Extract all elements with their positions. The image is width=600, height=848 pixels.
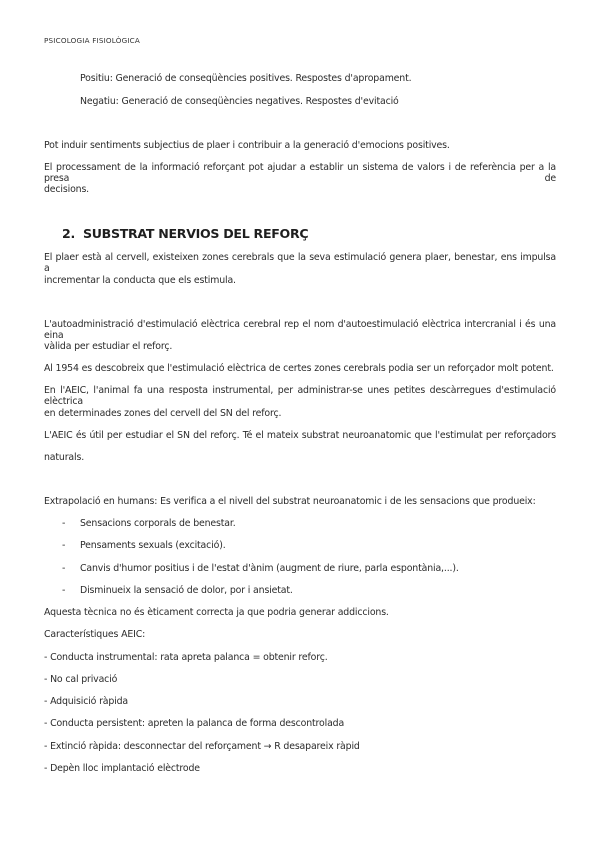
paragraph-line: naturals. [44, 452, 85, 463]
intro-item-negative: Negatiu: Generació de conseqüències negatives. Respostes d'evitació [80, 96, 399, 107]
bullet-text: Pensaments sexuals (excitació). [80, 540, 226, 551]
section-title: SUBSTRAT NERVIOS DEL REFORÇ [82, 226, 309, 241]
bullet-dash: - [62, 540, 66, 551]
features-title: Característiques AEIC: [44, 629, 146, 640]
paragraph-line: incrementar la conducta que els estimula. [44, 275, 236, 286]
paragraph-line: El plaer està al cervell, existeixen zones cerebrals que la seva estimulació genera plaer, benestar, ens impulsa a [44, 252, 556, 274]
bullet-dash: - [62, 585, 66, 596]
bullet-text: Disminueix la sensació de dolor, por i ansietat. [80, 585, 293, 596]
bullet-dash: - [62, 563, 66, 574]
bullet-dash: - [62, 518, 66, 529]
feature-item: - Adquisició ràpida [44, 696, 129, 707]
feature-item: - Extinció ràpida: desconnectar del reforçament → R desapareix ràpid [44, 741, 360, 752]
feature-item: - Conducta instrumental: rata apreta palanca = obtenir reforç. [44, 652, 328, 663]
ethics-note: Aquesta tècnica no és èticament correcta ja que podria generar addiccions. [44, 607, 389, 618]
paragraph-line: Al 1954 es descobreix que l'estimulació elèctrica de certes zones cerebrals podia ser un reforçador molt potent. [44, 363, 554, 374]
bullet-text: Canvis d'humor positius i de l'estat d'ànim (augment de riure, parla espontània,...). [80, 563, 459, 574]
intro-item-positive: Positiu: Generació de conseqüències positives. Respostes d'apropament. [80, 73, 412, 84]
feature-item: - Depèn lloc implantació elèctrode [44, 763, 200, 774]
page-header: PSICOLOGIA FISIOLÒGICA [44, 36, 141, 45]
extrapolation-intro: Extrapolació en humans: Es verifica a el nivell del substrat neuroanatomic i de les sensacions que produeix: [44, 496, 536, 507]
paragraph-line: El processament de la informació reforçant pot ajudar a establir un sistema de valors i de referència per a la presa de [44, 162, 556, 184]
feature-item: - No cal privació [44, 674, 118, 685]
section-heading [62, 226, 308, 241]
bullet-text: Sensacions corporals de benestar. [80, 518, 236, 529]
paragraph-line: L'AEIC és útil per estudiar el SN del reforç. Té el mateix substrat neuroanatomic que l'estimulat per reforçadors [44, 430, 556, 441]
paragraph-line: Pot induir sentiments subjectius de plaer i contribuir a la generació d'emocions positives. [44, 140, 450, 151]
paragraph-line: decisions. [44, 184, 90, 195]
paragraph-line: En l'AEIC, l'animal fa una resposta instrumental, per administrar-se unes petites descàrregues d'estimulació elèctrica [44, 385, 556, 407]
feature-item: - Conducta persistent: apreten la palanca de forma descontrolada [44, 718, 345, 729]
paragraph-line: L'autoadministració d'estimulació elèctrica cerebral rep el nom d'autoestimulació elèctrica intercranial i és una eina [44, 319, 556, 341]
paragraph-line: vàlida per estudiar el reforç. [44, 341, 173, 352]
paragraph-line: en determinades zones del cervell del SN del reforç. [44, 408, 282, 419]
section-number: 2. [62, 226, 75, 241]
